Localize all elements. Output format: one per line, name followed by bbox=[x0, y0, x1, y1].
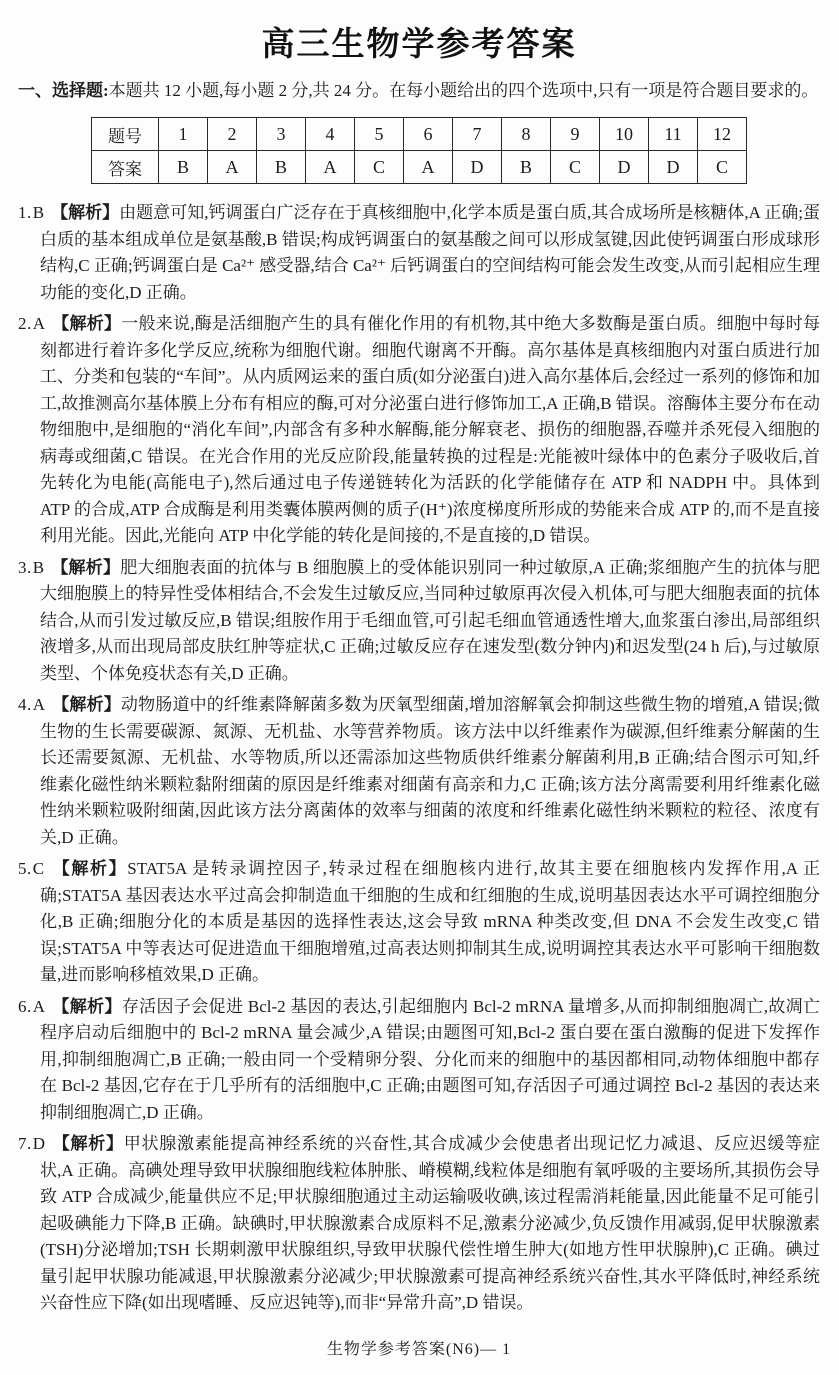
analysis-label: 【解析】 bbox=[52, 996, 122, 1016]
question-answer: A bbox=[32, 996, 46, 1016]
table-row-numbers bbox=[92, 118, 747, 151]
question-number-cell: 10 bbox=[600, 118, 649, 151]
question-answer: D bbox=[32, 1134, 46, 1153]
question-answer: C bbox=[32, 859, 45, 878]
question-id: 4. bbox=[18, 695, 32, 714]
section-heading: 一、选择题: bbox=[18, 81, 109, 100]
question-number-cell: 1 bbox=[159, 118, 208, 151]
analysis-label: 【解析】 bbox=[52, 695, 121, 714]
explanations-section bbox=[18, 200, 820, 1322]
question-id: 3. bbox=[18, 557, 32, 577]
number-header-cell: 题号 bbox=[92, 118, 159, 151]
question-answer: A bbox=[32, 695, 46, 714]
answer-cell: D bbox=[649, 151, 698, 184]
answer-cell: C bbox=[698, 151, 747, 184]
analysis-label: 【解析】 bbox=[51, 203, 120, 222]
question-answer: A bbox=[32, 314, 46, 333]
question-number-cell: 9 bbox=[551, 118, 600, 151]
question-id: 6. bbox=[18, 996, 32, 1016]
question-answer: B bbox=[32, 557, 45, 577]
page-title: 高三生物学参考答案 bbox=[261, 27, 577, 63]
answer-cell: D bbox=[453, 151, 502, 184]
answer-header-cell: 答案 bbox=[92, 151, 159, 184]
question-id: 5. bbox=[18, 859, 32, 878]
answer-cell: D bbox=[600, 151, 649, 184]
answer-cell: A bbox=[306, 151, 355, 184]
page-footer: 生物学参考答案(N6)— 1 bbox=[326, 1340, 512, 1358]
analysis-label: 【解析】 bbox=[52, 314, 122, 333]
explanation-item-1 bbox=[18, 200, 820, 306]
analysis-label: 【解析】 bbox=[51, 557, 121, 577]
explanation-item-3 bbox=[18, 555, 820, 688]
question-id: 2. bbox=[18, 314, 32, 333]
section-instructions: 本题共 12 小题,每小题 2 分,共 24 分。在每小题给出的四个选项中,只有一项是符合题目要求的。 bbox=[108, 81, 819, 100]
explanation-item-5 bbox=[18, 856, 820, 989]
table-row-answers bbox=[92, 151, 747, 184]
analysis-label: 【解析】 bbox=[52, 1134, 124, 1153]
question-id: 1. bbox=[18, 203, 32, 222]
explanation-item-7 bbox=[18, 1131, 820, 1317]
answer-table bbox=[91, 117, 747, 184]
answer-cell: C bbox=[551, 151, 600, 184]
answer-cell: B bbox=[502, 151, 551, 184]
analysis-text: 肥大细胞表面的抗体与 B 细胞膜上的受体能识别同一种过敏原,A 正确;浆细胞产生的抗体与肥大细胞膜上的特异性受体相结合,不会发生过敏反应,当同种过敏原再次侵入机体,可与肥大细胞表面的抗体结合,从而引发过敏反应,B 错误;组胺作用于毛细血管,可引起毛细血管通透性增大,血浆蛋白渗出,局部组织液增多,从而出现局部皮肤红肿等症状,C 正确;过敏反应存在速发型(数分钟内)和迟发型(24 h 后),与过敏原类型、个体免疫状态有关,D 正确。 bbox=[40, 557, 821, 683]
answer-cell: A bbox=[208, 151, 257, 184]
question-number-cell: 6 bbox=[404, 118, 453, 151]
analysis-label: 【解析】 bbox=[51, 859, 128, 878]
question-id: 7. bbox=[18, 1134, 32, 1153]
analysis-text: 由题意可知,钙调蛋白广泛存在于真核细胞中,化学本质是蛋白质,其合成场所是核糖体,A 正确;蛋白质的基本组成单位是氨基酸,B 错误;构成钙调蛋白的氨基酸之间可以形成氢键,因此使钙调蛋白形成球形结构,C 正确;钙调蛋白是 Ca²⁺ 感受器,结合 Ca²⁺ 后钙调蛋白的空间结构可能会发生改变,从而引起相应生理功能的变化,D 正确。 bbox=[40, 203, 820, 302]
analysis-text: 一般来说,酶是活细胞产生的具有催化作用的有机物,其中绝大多数酶是蛋白质。细胞中每时每刻都进行着许多化学反应,统称为细胞代谢。细胞代谢离不开酶。高尔基体是真核细胞内对蛋白质进行加工、分类和包装的“车间”。从内质网运来的蛋白质(如分泌蛋白)进入高尔基体后,会经过一系列的修饰和加工,故推测高尔基体膜上分布有相应的酶,可对分泌蛋白进行修饰加工,A 正确,B 错误。溶酶体主要分布在动物细胞中,是细胞的“消化车间”,内部含有多种水解酶,能分解衰老、损伤的细胞器,吞噬并杀死侵入细胞的病毒或细菌,C 错误。在光合作用的光反应阶段,能量转换的过程是:光能被叶绿体中的色素分子吸收后,首先转化为电能(高能电子),然后通过电子传递链转化为活跃的化学能储存在 ATP 和 NADPH 中。具体到 ATP 的合成,ATP 合成酶是利用类囊体膜两侧的质子(H⁺)浓度梯度所形成的势能来合成 ATP 的,而不是直接利用光能。因此,光能向 ATP 中化学能的转化是间接的,不是直接的,D 错误。 bbox=[40, 314, 821, 545]
answer-cell: A bbox=[404, 151, 453, 184]
section-intro bbox=[18, 79, 820, 103]
question-number-cell: 3 bbox=[257, 118, 306, 151]
answer-cell: C bbox=[355, 151, 404, 184]
question-number-cell: 4 bbox=[306, 118, 355, 151]
analysis-text: STAT5A 是转录调控因子,转录过程在细胞核内进行,故其主要在细胞核内发挥作用,A 正确;STAT5A 基因表达水平过高会抑制造血干细胞的生成和红细胞的生成,说明基因表达水平可调控细胞分化,B 正确;细胞分化的本质是基因的选择性表达,这会导致 mRNA 种类改变,但 DNA 不会发生改变,C 错误;STAT5A 中等表达可促进造血干细胞增殖,过高表达则抑制其生成,说明调控其表达水平可影响干细胞数量,进而影响移植效果,D 正确。 bbox=[40, 859, 820, 984]
explanation-item-2 bbox=[18, 311, 820, 550]
question-number-cell: 2 bbox=[208, 118, 257, 151]
answer-cell: B bbox=[159, 151, 208, 184]
analysis-text: 存活因子会促进 Bcl-2 基因的表达,引起细胞内 Bcl-2 mRNA 量增多,从而抑制细胞凋亡,故凋亡程序启动后细胞中的 Bcl-2 mRNA 量会减少,A 错误;由题图可知,Bcl-2 蛋白要在蛋白激酶的促进下发挥作用,抑制细胞凋亡,B 正确;一般由同一个受精卵分裂、分化而来的细胞中的基因都相同,动物体细胞中都存在 Bcl-2 基因,它存在于几乎所有的活细胞中,C 正确;由题图可知,存活因子可通过调控 Bcl-2 基因的表达来抑制细胞凋亡,D 正确。 bbox=[40, 996, 821, 1122]
explanation-item-6 bbox=[18, 994, 820, 1127]
analysis-text: 甲状腺激素能提高神经系统的兴奋性,其合成减少会使患者出现记忆力减退、反应迟缓等症状,A 正确。高碘处理导致甲状腺细胞线粒体肿胀、嵴模糊,线粒体是细胞有氧呼吸的主要场所,其损伤会导致 ATP 合成减少,能量供应不足;甲状腺细胞通过主动运输吸收碘,该过程需消耗能量,因此能量不足可能引起吸碘能力下降,B 正确。缺碘时,甲状腺激素合成原料不足,激素分泌减少,负反馈作用减弱,促甲状腺激素(TSH)分泌增加;TSH 长期刺激甲状腺组织,导致甲状腺代偿性增生肿大(如地方性甲状腺肿),C 正确。碘过量引起甲状腺功能减退,甲状腺激素分泌减少;甲状腺激素可提高神经系统兴奋性,其水平降低时,神经系统兴奋性应下降(如出现嗜睡、反应迟钝等),而非“异常升高”,D 错误。 bbox=[40, 1134, 820, 1312]
question-number-cell: 5 bbox=[355, 118, 404, 151]
question-number-cell: 11 bbox=[649, 118, 698, 151]
question-answer: B bbox=[32, 203, 45, 222]
answer-cell: B bbox=[257, 151, 306, 184]
question-number-cell: 8 bbox=[502, 118, 551, 151]
explanation-item-4 bbox=[18, 692, 820, 851]
analysis-text: 动物肠道中的纤维素降解菌多数为厌氧型细菌,增加溶解氧会抑制这些微生物的增殖,A 错误;微生物的生长需要碳源、氮源、无机盐、水等营养物质。该方法中以纤维素作为碳源,但纤维素分解菌的生长还需要氮源、无机盐、水等物质,所以还需添加这些物质供纤维素分解菌利用,B 正确;结合图示可知,纤维素化磁性纳米颗粒黏附细菌的原因是纤维素对细菌有高亲和力,C 正确;该方法分离需要利用纤维素化磁性纳米颗粒吸附细菌,因此该方法分离菌体的效率与细菌的浓度和纤维素化磁性纳米颗粒的粒径、浓度有关,D 正确。 bbox=[40, 695, 821, 847]
question-number-cell: 7 bbox=[453, 118, 502, 151]
question-number-cell: 12 bbox=[698, 118, 747, 151]
